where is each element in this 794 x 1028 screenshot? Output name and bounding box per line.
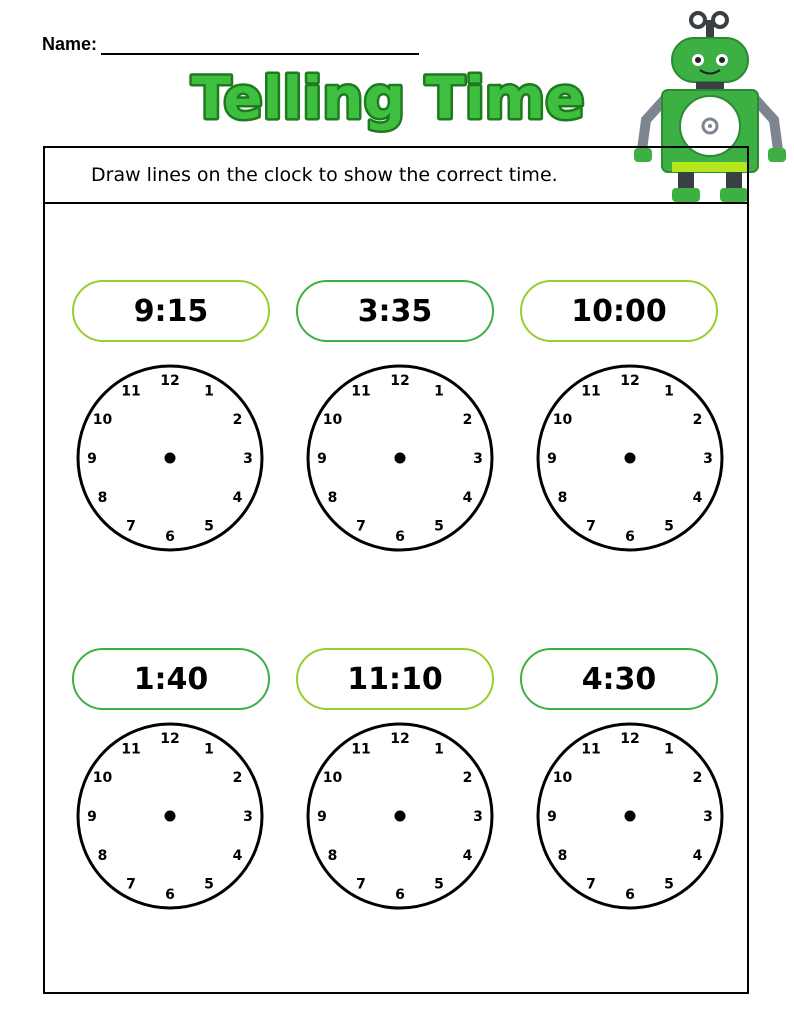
clock-number: 4 bbox=[692, 490, 703, 506]
clock-number: 4 bbox=[462, 490, 473, 506]
clock-number: 12 bbox=[160, 731, 180, 747]
clock-number: 7 bbox=[126, 518, 136, 535]
clock-number: 2 bbox=[232, 412, 243, 428]
clock-number: 3 bbox=[703, 809, 713, 825]
clock-number: 4 bbox=[232, 848, 243, 864]
clock-number: 8 bbox=[327, 848, 338, 864]
page-title bbox=[188, 56, 588, 136]
clock-number: 5 bbox=[664, 876, 674, 893]
clock-number: 12 bbox=[620, 731, 640, 747]
clock-number: 10 bbox=[92, 770, 113, 786]
clock-number: 9 bbox=[317, 809, 327, 825]
clock-number: 5 bbox=[664, 518, 674, 535]
clock-number: 11 bbox=[351, 741, 371, 758]
clock-number: 9 bbox=[87, 451, 97, 467]
clock-number: 12 bbox=[620, 373, 640, 389]
clock-number: 7 bbox=[126, 876, 136, 893]
clock-number: 12 bbox=[160, 373, 180, 389]
clock-number: 8 bbox=[327, 490, 338, 506]
clock-number: 3 bbox=[243, 809, 253, 825]
name-field[interactable] bbox=[101, 33, 419, 55]
clock-number: 3 bbox=[473, 809, 483, 825]
clock-center-dot bbox=[165, 811, 176, 822]
clock-number: 9 bbox=[87, 809, 97, 825]
clock-number: 4 bbox=[692, 848, 703, 864]
clock-number: 8 bbox=[557, 848, 568, 864]
clock-number: 1 bbox=[664, 741, 674, 758]
page-title-text: Telling Time bbox=[191, 64, 585, 132]
name-row bbox=[42, 33, 419, 55]
clock-number: 8 bbox=[97, 848, 108, 864]
clock-number: 7 bbox=[356, 518, 366, 535]
instructions-text: Draw lines on the clock to show the correct time. bbox=[91, 164, 558, 186]
clock-number: 11 bbox=[581, 383, 601, 400]
clock-number: 9 bbox=[547, 809, 557, 825]
instructions-bar bbox=[45, 148, 747, 204]
clock-number: 12 bbox=[390, 373, 410, 389]
clock-center-dot bbox=[165, 453, 176, 464]
clock-face[interactable] bbox=[303, 719, 497, 913]
clock-center-dot bbox=[625, 811, 636, 822]
clock-number: 10 bbox=[552, 770, 573, 786]
clock-number: 11 bbox=[121, 741, 141, 758]
clock-center-dot bbox=[625, 453, 636, 464]
clock-number: 3 bbox=[703, 451, 713, 467]
clock-number: 6 bbox=[395, 887, 405, 903]
clock-number: 11 bbox=[121, 383, 141, 400]
clock-number: 1 bbox=[204, 741, 214, 758]
clock-face[interactable] bbox=[73, 361, 267, 555]
clock-number: 4 bbox=[232, 490, 243, 506]
clock-number: 2 bbox=[462, 770, 473, 786]
clock-number: 3 bbox=[243, 451, 253, 467]
clock-center-dot bbox=[395, 453, 406, 464]
clock-number: 2 bbox=[692, 770, 703, 786]
time-label-pill: 1:40 bbox=[72, 648, 270, 710]
name-label: Name: bbox=[42, 34, 98, 54]
clock-number: 5 bbox=[434, 876, 444, 893]
clock-number: 1 bbox=[204, 383, 214, 400]
time-label-pill: 11:10 bbox=[296, 648, 494, 710]
clock-number: 11 bbox=[581, 741, 601, 758]
clock-number: 5 bbox=[434, 518, 444, 535]
time-label-pill: 3:35 bbox=[296, 280, 494, 342]
clock-number: 6 bbox=[165, 529, 175, 545]
clock-number: 2 bbox=[692, 412, 703, 428]
clock-number: 10 bbox=[552, 412, 573, 428]
clock-face[interactable] bbox=[533, 361, 727, 555]
clock-number: 1 bbox=[664, 383, 674, 400]
clock-number: 11 bbox=[351, 383, 371, 400]
clock-number: 6 bbox=[625, 887, 635, 903]
clock-face[interactable] bbox=[303, 361, 497, 555]
clock-number: 9 bbox=[317, 451, 327, 467]
clock-number: 7 bbox=[586, 518, 596, 535]
clock-face[interactable] bbox=[73, 719, 267, 913]
clock-number: 5 bbox=[204, 876, 214, 893]
time-label-pill: 10:00 bbox=[520, 280, 718, 342]
clock-number: 5 bbox=[204, 518, 214, 535]
clock-number: 1 bbox=[434, 383, 444, 400]
clock-number: 9 bbox=[547, 451, 557, 467]
clock-face[interactable] bbox=[533, 719, 727, 913]
clock-number: 12 bbox=[390, 731, 410, 747]
clock-number: 2 bbox=[232, 770, 243, 786]
clock-number: 8 bbox=[557, 490, 568, 506]
clock-number: 2 bbox=[462, 412, 473, 428]
clock-number: 7 bbox=[356, 876, 366, 893]
clock-number: 10 bbox=[322, 412, 343, 428]
clock-number: 8 bbox=[97, 490, 108, 506]
clock-number: 6 bbox=[165, 887, 175, 903]
time-label-pill: 4:30 bbox=[520, 648, 718, 710]
clock-number: 6 bbox=[395, 529, 405, 545]
clock-number: 3 bbox=[473, 451, 483, 467]
clock-number: 6 bbox=[625, 529, 635, 545]
clock-number: 4 bbox=[462, 848, 473, 864]
time-label-pill: 9:15 bbox=[72, 280, 270, 342]
clock-number: 7 bbox=[586, 876, 596, 893]
clock-number: 10 bbox=[92, 412, 113, 428]
clock-number: 1 bbox=[434, 741, 444, 758]
clock-number: 10 bbox=[322, 770, 343, 786]
clock-center-dot bbox=[395, 811, 406, 822]
